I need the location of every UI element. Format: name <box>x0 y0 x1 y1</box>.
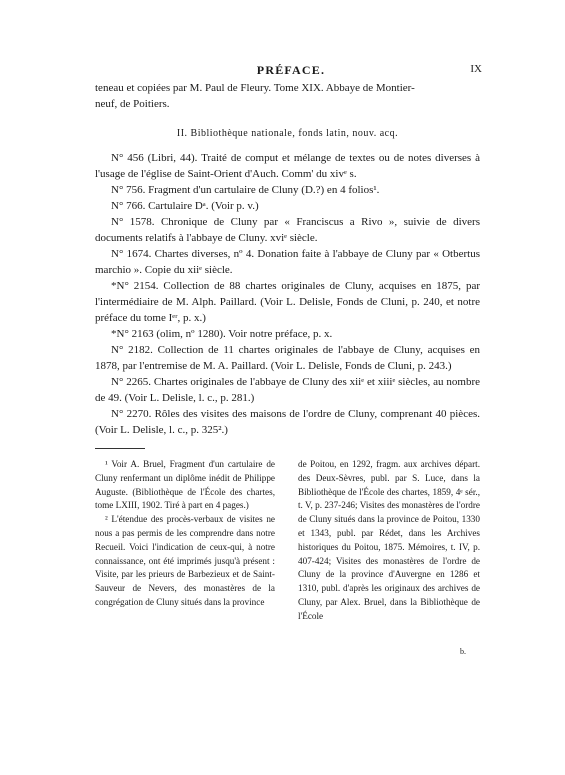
intro-paragraph <box>95 80 480 112</box>
entry-2265: N° 2265. Chartes originales de l'abbaye de Cluny des xiiᵉ et xiiiᵉ siècles, au nombre de 49. (Voir L. Delisle, l. c., p. 281.) <box>95 376 480 404</box>
entry-766: N° 766. Cartulaire Dᵃ. (Voir p. v.) <box>111 200 259 212</box>
intro-line: teneau et copiées par M. Paul de Fleury. Tome XIX. Abbaye de Montier- <box>95 82 415 94</box>
page-title: PRÉFACE. <box>256 63 326 77</box>
footnote-1: ¹ Voir A. Bruel, Fragment d'un cartulaire de Cluny renfermant un diplôme inédit de Philippe Auguste. (Bibliothèque de l'École des chartes, tome LXIII, 1902. Tiré à part en 4 pages.) <box>95 459 275 511</box>
entry-2270: N° 2270. Rôles des visites des maisons de l'ordre de Cluny, comprenant 40 pièces. (Voir L. Delisle, l. c., p. 325².) <box>95 408 480 436</box>
page-number: IX <box>470 63 482 75</box>
footnote-2-continued: de Poitou, en 1292, fragm. aux archives départ. des Deux-Sèvres, publ. par S. Luce, dans la Bibliothèque de l'École des chartes, 1859, 4ᵉ sér., t. V, p. 237-246; Visites des monastères de l'ordre de Cluny situés dans la province de Poitou, 1330 et 1343, publ. par Rédet, dans les Archives historiques du Poitou, 1875. Mémoires, t. IV, p. 407-424; Visites des monastères de l'ordre de Cluny de la province d'Auvergne en 1286 et 1310, publ. d'après les originaux des archives de Cluny, par Alex. Bruel, dans la Bibliothèque de l'École <box>298 459 480 621</box>
entry-list <box>95 150 480 438</box>
page-header <box>100 63 482 79</box>
section-heading: II. Bibliothèque nationale, fonds latin, nouv. acq. <box>176 128 399 139</box>
entry-756: N° 756. Fragment d'un cartulaire de Cluny (D.?) en 4 folios¹. <box>111 184 380 196</box>
entry-2163: *N° 2163 (olim, nº 1280). Voir notre préface, p. x. <box>111 328 333 340</box>
entry-1578: N° 1578. Chronique de Cluny par « Franciscus a Rivo », suivie de divers documents relatifs à l'abbaye de Cluny. xviᵉ siècle. <box>95 216 480 244</box>
intro-line: neuf, de Poitiers. <box>95 98 170 110</box>
footnotes-left-column <box>95 458 275 610</box>
entry-2154: *N° 2154. Collection de 88 chartes originales de Cluny, acquises en 1875, par l'intermédiaire de M. Alph. Paillard. (Voir L. Delisle, Fonds de Cluni, p. 240, et notre préface du tome Iᵉʳ, p. x.) <box>95 280 480 324</box>
entry-456: N° 456 (Libri, 44). Traité de comput et mélange de textes ou de notes diverses à l'usage de l'église de Saint-Orient d'Auch. Comm' du xivᵉ s. <box>95 152 480 180</box>
footnote-rule <box>95 448 145 449</box>
signature-mark: b. <box>460 647 466 656</box>
footnotes-right-column <box>298 458 480 624</box>
footnote-2: ² L'étendue des procès-verbaux de visites ne nous a pas permis de les comprendre dans notre Recueil. Voici l'indication de ceux-qui, à notre connaissance, ont été imprimés jusqu'à présent : Visite, par les prieurs de Barbezieux et de Saint-Sauveur de Nevers, des monastères de la congrégation de Cluny situés dans la province <box>95 514 275 607</box>
entry-2182: N° 2182. Collection de 11 chartes originales de l'abbaye de Cluny, acquises en 1878, par l'entremise de M. A. Paillard. (Voir L. Delisle, Fonds de Cluni, p. 243.) <box>95 344 480 372</box>
entry-1674: N° 1674. Chartes diverses, nº 4. Donation faite à l'abbaye de Cluny par « Otbertus marchio ». Copie du xiiᵉ siècle. <box>95 248 480 276</box>
